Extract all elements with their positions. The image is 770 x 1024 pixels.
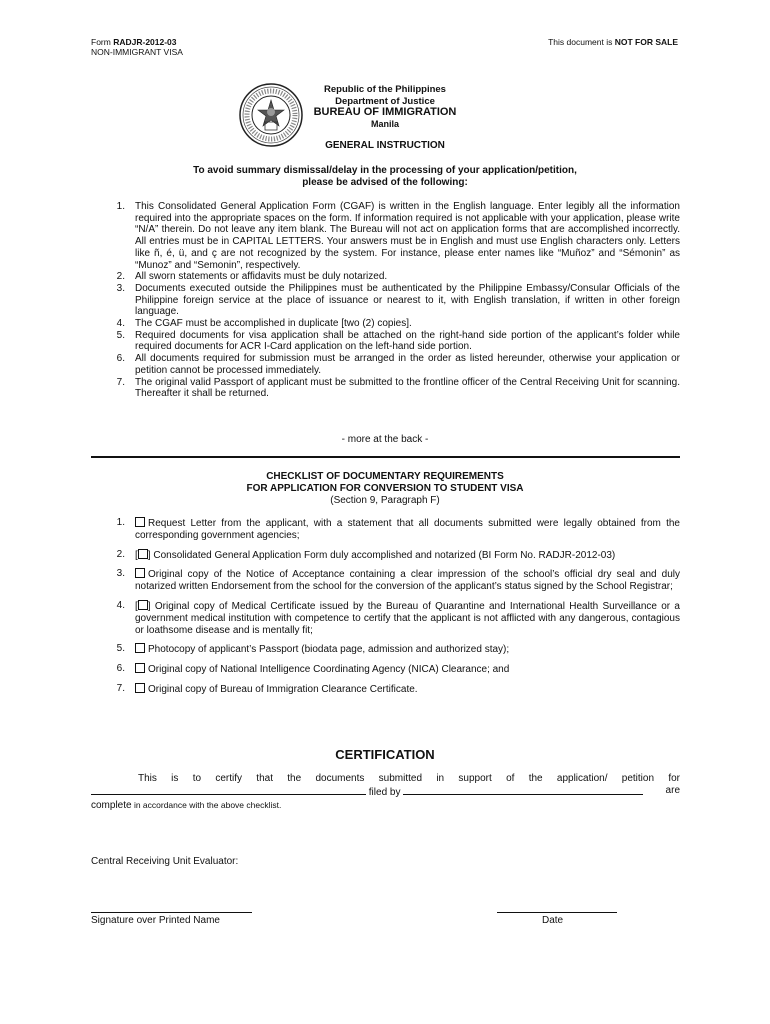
form-type: NON-IMMIGRANT VISA (91, 47, 183, 57)
certification-text (91, 773, 680, 812)
checkbox[interactable] (138, 549, 148, 559)
list-item (110, 318, 680, 330)
signature-label: Signature over Printed Name (91, 915, 220, 926)
date-field[interactable] (497, 912, 617, 913)
form-number: RADJR-2012-03 (113, 37, 177, 47)
certification-statement: This is to certify that the documents submitted in support of the application/ petition for (138, 773, 680, 784)
checklist-section-reference: (Section 9, Paragraph F) (330, 495, 440, 506)
checkbox[interactable] (135, 663, 145, 673)
date-label: Date (542, 915, 564, 926)
item-number: 5. (116, 329, 125, 341)
item-number: 6. (116, 353, 125, 365)
checklist-title-line-1: CHECKLIST OF DOCUMENTARY REQUIREMENTS (266, 471, 504, 482)
item-number: 7. (116, 376, 125, 388)
filed-by-field[interactable] (403, 785, 643, 795)
checklist-items (110, 517, 680, 696)
certification-title: CERTIFICATION (335, 747, 435, 762)
instruction-intro (0, 165, 770, 189)
list-item (110, 377, 680, 400)
item-number: 1. (116, 517, 125, 528)
list-item (110, 353, 680, 376)
form-identifier (91, 37, 183, 57)
item-text: Documents executed outside the Philippines must be authenticated by the Philippine Embassy/Consular Officials of the Philippine foreign service at the place of issuance or nearest to it, with English translation, if written in other foreign language. (135, 282, 680, 318)
item-number: 4. (116, 599, 125, 611)
checklist-item (110, 517, 680, 542)
item-text: Original copy of the Notice of Acceptance containing a clear impression of the school’s official dry seal and duly notarized written Endorsement from the school for the conversion of the applicant’s status signed by the School Registrar; (135, 569, 680, 593)
list-item (110, 283, 680, 318)
instruction-list (110, 201, 680, 400)
sale-prefix: This document is (548, 37, 615, 47)
department-name: Department of Justice (335, 96, 435, 107)
more-at-back-note: - more at the back - (341, 434, 429, 445)
not-for-sale-notice (548, 37, 678, 47)
form-prefix: Form (91, 37, 114, 47)
item-text: All sworn statements or affidavits must be duly notarized. (135, 271, 388, 283)
checkbox[interactable] (135, 568, 145, 578)
section-divider (91, 456, 680, 458)
item-text: Request Letter from the applicant, with a statement that all documents submitted were legally obtained from the corresponding government agencies; (135, 518, 680, 541)
evaluator-label: Central Receiving Unit Evaluator: (91, 856, 239, 867)
checkbox[interactable] (135, 517, 145, 527)
intro-line-2: please be advised of the following: (302, 177, 468, 188)
list-item (110, 271, 680, 283)
item-text: Original copy of National Intelligence Coordinating Agency (NICA) Clearance; and (148, 664, 510, 676)
are-label: are (665, 785, 680, 796)
item-text: Original copy of Medical Certificate issued by the Bureau of Quarantine and International Health Surveillance or a government medical institution with competence to certify that the applicant is not afflicted with any dangerous, contagious or loathsome disease and is mentally fit; (135, 600, 680, 636)
item-text: The CGAF must be accomplished in duplicate [two (2) copies]. (135, 318, 412, 330)
item-number: 3. (116, 568, 125, 580)
list-item (110, 201, 680, 271)
certification-rest: in accordance with the above checklist. (131, 800, 282, 810)
sale-emphasis: NOT FOR SALE (614, 37, 678, 47)
item-text: Photocopy of applicant’s Passport (biodata page, admission and authorized stay); (148, 644, 510, 656)
item-number: 3. (116, 282, 125, 294)
republic-name: Republic of the Philippines (324, 84, 446, 95)
checklist-title (0, 471, 770, 495)
checkbox[interactable] (135, 643, 145, 653)
complete-label: complete (91, 800, 132, 811)
checklist-item (110, 568, 680, 593)
checkbox[interactable] (138, 600, 148, 610)
item-text: The original valid Passport of applicant must be submitted to the frontline officer of the Central Receiving Unit for scanning. Thereafter it shall be returned. (135, 376, 680, 400)
filed-by-label: filed by (368, 787, 401, 798)
bureau-name: BUREAU OF IMMIGRATION (313, 106, 457, 118)
checkbox[interactable] (135, 683, 145, 693)
applicant-name-field[interactable] (91, 785, 366, 795)
item-number: 7. (116, 682, 125, 694)
checklist-item (110, 643, 680, 656)
item-text: Original copy of Bureau of Immigration Clearance Certificate. (148, 683, 418, 695)
signature-field[interactable] (91, 912, 252, 913)
item-number: 5. (116, 643, 125, 655)
list-item (110, 330, 680, 353)
item-text: All documents required for submission must be arranged in the order as listed hereunder, otherwise your application or petition cannot be processed immediately. (135, 353, 680, 376)
item-text: Consolidated General Application Form duly accomplished and notarized (BI Form No. RADJR-2012-03) (153, 549, 616, 561)
intro-line-1: To avoid summary dismissal/delay in the processing of your application/petition, (193, 165, 577, 176)
checklist-item (110, 663, 680, 676)
checklist-item (110, 683, 680, 696)
item-number: 4. (116, 318, 125, 330)
item-number: 2. (116, 548, 125, 560)
checklist-item: 2. [ ] Consolidated General Application Form duly accomplished and notarized (BI Form No. RADJR-2012-03) (110, 549, 680, 562)
checklist-item: 4. [ ] Original copy of Medical Certificate issued by the Bureau of Quarantine and International Health Surveillance or a government medical institution with competence to certify that the applicant is not afflicted with any dangerous, contagious or loathsome disease and is mentally fit; (110, 600, 680, 636)
general-instruction-title: GENERAL INSTRUCTION (325, 140, 445, 151)
item-number: 2. (116, 271, 125, 283)
item-number: 6. (116, 663, 125, 675)
city-name: Manila (370, 119, 399, 129)
item-number: 1. (116, 201, 125, 212)
item-text: This Consolidated General Application Form (CGAF) is written in the English language. Enter legibly all the information required into the appropriate spaces on the form. If information required is not applicable with your application, please write “N/A” therein. Do not leave any item blank. The Bureau will not act on application forms that are accomplished incorrectly. All entries must be in CAPITAL LETTERS. Your answers must be in English and must use English characters only. Letters like ñ, é, ü, and ç are not recognized by the system. For instance, please enter names like “Muñoz” and “Sémonin” as “Munoz” and “Semonin”, respectively. (135, 201, 680, 271)
item-text: Required documents for visa application shall be attached on the right-hand side portion of the applicant’s folder while required documents for ACR I-Card application on the left-hand side portion. (135, 329, 680, 353)
checklist-title-line-2: FOR APPLICATION FOR CONVERSION TO STUDENT VISA (246, 483, 524, 494)
